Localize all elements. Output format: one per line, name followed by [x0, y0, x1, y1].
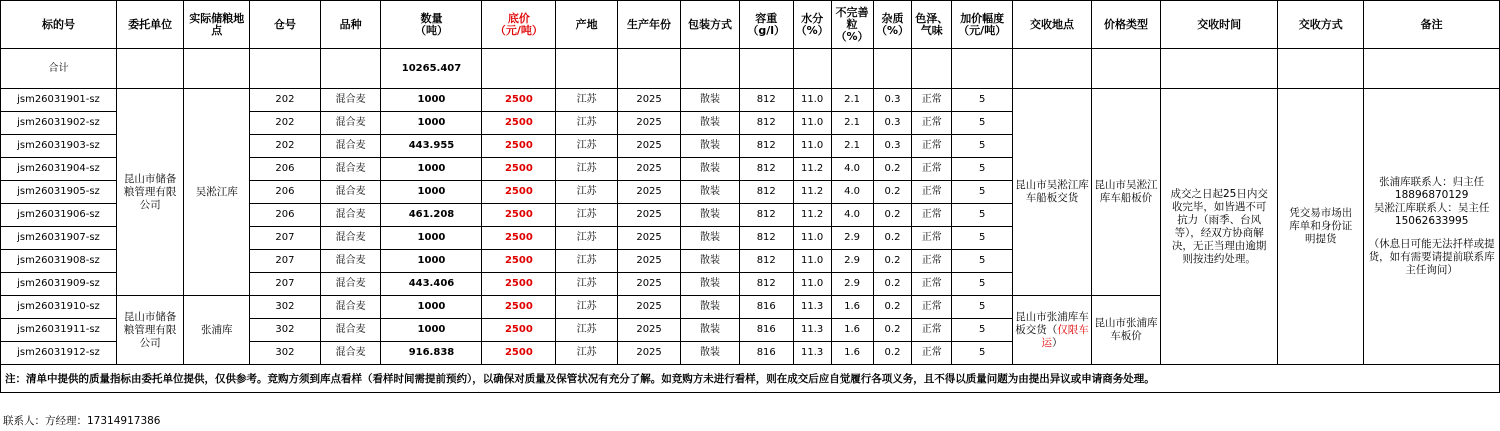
density: 816: [739, 342, 793, 365]
col-moisture: 水分 （%）: [793, 1, 831, 49]
moisture: 11.0: [793, 135, 831, 158]
price-type-cell: 昆山市张浦库车板价: [1091, 296, 1161, 365]
color-odor: 正常: [912, 158, 952, 181]
col-price-type: 价格类型: [1091, 1, 1161, 49]
color-odor: 正常: [912, 181, 952, 204]
density: 816: [739, 296, 793, 319]
base-price: 2500: [482, 181, 556, 204]
variety: 混合麦: [320, 273, 381, 296]
imperfect: 4.0: [831, 158, 873, 181]
year: 2025: [618, 158, 681, 181]
packing: 散装: [681, 204, 740, 227]
impurity: 0.2: [873, 204, 912, 227]
quantity: 443.406: [381, 273, 482, 296]
increment: 5: [952, 227, 1013, 250]
impurity: 0.2: [873, 319, 912, 342]
year: 2025: [618, 227, 681, 250]
moisture: 11.0: [793, 250, 831, 273]
packing: 散装: [681, 250, 740, 273]
imperfect: 2.1: [831, 135, 873, 158]
packing: 散装: [681, 181, 740, 204]
color-odor: 正常: [912, 112, 952, 135]
base-price: 2500: [482, 250, 556, 273]
variety: 混合麦: [320, 135, 381, 158]
year: 2025: [618, 342, 681, 365]
remarks-line: 吴淞江库联系人：吴主任15062633995: [1373, 202, 1490, 227]
imperfect: 4.0: [831, 181, 873, 204]
year: 2025: [618, 319, 681, 342]
variety: 混合麦: [320, 296, 381, 319]
variety: 混合麦: [320, 250, 381, 273]
density: 816: [739, 319, 793, 342]
imperfect: 2.9: [831, 273, 873, 296]
consignor-cell: 昆山市储备粮管理有限公司: [116, 296, 184, 365]
warehouse-no: 206: [250, 181, 321, 204]
moisture: 11.0: [793, 273, 831, 296]
imperfect: 2.1: [831, 89, 873, 112]
packing: 散装: [681, 296, 740, 319]
col-packing: 包装方式: [681, 1, 740, 49]
quantity: 461.208: [381, 204, 482, 227]
increment: 5: [952, 319, 1013, 342]
density: 812: [739, 273, 793, 296]
quantity: 1000: [381, 227, 482, 250]
col-color-odor: 色泽、气味: [912, 1, 952, 49]
lot-number: jsm26031910-sz: [1, 296, 117, 319]
col-storage: 实际储粮地点: [184, 1, 250, 49]
color-odor: 正常: [912, 250, 952, 273]
lot-number: jsm26031905-sz: [1, 181, 117, 204]
origin: 江苏: [556, 158, 618, 181]
variety: 混合麦: [320, 204, 381, 227]
variety: 混合麦: [320, 181, 381, 204]
col-year: 生产年份: [618, 1, 681, 49]
col-warehouse: 仓号: [250, 1, 321, 49]
lot-number: jsm26031909-sz: [1, 273, 117, 296]
impurity: 0.2: [873, 181, 912, 204]
total-quantity: 10265.407: [381, 49, 482, 89]
base-price: 2500: [482, 112, 556, 135]
delivery-place-end: ）: [1052, 336, 1063, 349]
col-delivery-place: 交收地点: [1013, 1, 1092, 49]
col-quantity: 数量 （吨）: [381, 1, 482, 49]
storage-cell: 吴淞江库: [184, 89, 250, 296]
color-odor: 正常: [912, 89, 952, 112]
lot-number: jsm26031904-sz: [1, 158, 117, 181]
quantity: 1000: [381, 319, 482, 342]
lot-number: jsm26031902-sz: [1, 112, 117, 135]
lot-number: jsm26031907-sz: [1, 227, 117, 250]
base-price: 2500: [482, 135, 556, 158]
moisture: 11.2: [793, 181, 831, 204]
quantity: 916.838: [381, 342, 482, 365]
moisture: 11.3: [793, 319, 831, 342]
lot-number: jsm26031912-sz: [1, 342, 117, 365]
year: 2025: [618, 181, 681, 204]
density: 812: [739, 181, 793, 204]
increment: 5: [952, 158, 1013, 181]
moisture: 11.2: [793, 204, 831, 227]
warehouse-no: 206: [250, 204, 321, 227]
base-price: 2500: [482, 227, 556, 250]
impurity: 0.2: [873, 227, 912, 250]
density: 812: [739, 112, 793, 135]
delivery-place-cell: [1013, 296, 1092, 365]
imperfect: 2.9: [831, 227, 873, 250]
warehouse-no: 202: [250, 89, 321, 112]
origin: 江苏: [556, 181, 618, 204]
packing: 散装: [681, 89, 740, 112]
packing: 散装: [681, 158, 740, 181]
packing: 散装: [681, 135, 740, 158]
quantity: 1000: [381, 89, 482, 112]
base-price: 2500: [482, 158, 556, 181]
increment: 5: [952, 250, 1013, 273]
table-row: [1, 89, 1500, 112]
color-odor: 正常: [912, 319, 952, 342]
imperfect: 1.6: [831, 296, 873, 319]
year: 2025: [618, 296, 681, 319]
origin: 江苏: [556, 342, 618, 365]
rail-only-note: 仅限车运: [1041, 323, 1089, 349]
packing: 散装: [681, 273, 740, 296]
note-row: [1, 365, 1500, 393]
contact-info: 联系人：方经理：17314917386: [3, 415, 161, 427]
delivery-method-cell: 凭交易市场出库单和身份证明提货: [1278, 89, 1364, 365]
variety: 混合麦: [320, 319, 381, 342]
origin: 江苏: [556, 89, 618, 112]
variety: 混合麦: [320, 112, 381, 135]
variety: 混合麦: [320, 227, 381, 250]
impurity: 0.2: [873, 250, 912, 273]
packing: 散装: [681, 342, 740, 365]
impurity: 0.3: [873, 89, 912, 112]
packing: 散装: [681, 227, 740, 250]
density: 812: [739, 227, 793, 250]
imperfect: 1.6: [831, 342, 873, 365]
increment: 5: [952, 89, 1013, 112]
col-delivery-method: 交收方式: [1278, 1, 1364, 49]
lot-number: jsm26031906-sz: [1, 204, 117, 227]
col-remarks: 备注: [1364, 1, 1500, 49]
year: 2025: [618, 135, 681, 158]
moisture: 11.0: [793, 227, 831, 250]
density: 812: [739, 158, 793, 181]
header-row: [1, 1, 1500, 49]
moisture: 11.0: [793, 89, 831, 112]
moisture: 11.2: [793, 158, 831, 181]
col-density: 容重 （g/l）: [739, 1, 793, 49]
lot-number: jsm26031911-sz: [1, 319, 117, 342]
year: 2025: [618, 204, 681, 227]
warehouse-no: 207: [250, 227, 321, 250]
moisture: 11.0: [793, 112, 831, 135]
origin: 江苏: [556, 227, 618, 250]
remarks-line: 张浦库联系人：归主任18896870129: [1379, 176, 1485, 201]
warehouse-no: 202: [250, 112, 321, 135]
year: 2025: [618, 250, 681, 273]
origin: 江苏: [556, 135, 618, 158]
imperfect: 2.1: [831, 112, 873, 135]
color-odor: 正常: [912, 227, 952, 250]
density: 812: [739, 89, 793, 112]
consignor-cell: 昆山市储备粮管理有限公司: [116, 89, 184, 296]
origin: 江苏: [556, 250, 618, 273]
base-price: 2500: [482, 319, 556, 342]
warehouse-no: 302: [250, 319, 321, 342]
col-base-price: 底价 （元/吨）: [482, 1, 556, 49]
col-origin: 产地: [556, 1, 618, 49]
delivery-place-cell: 昆山市吴淞江库车船板交货: [1013, 89, 1092, 296]
year: 2025: [618, 112, 681, 135]
price-type-cell: 昆山市吴淞江库车船板价: [1091, 89, 1161, 296]
color-odor: 正常: [912, 273, 952, 296]
col-delivery-time: 交收时间: [1161, 1, 1278, 49]
origin: 江苏: [556, 112, 618, 135]
warehouse-no: 207: [250, 273, 321, 296]
origin: 江苏: [556, 319, 618, 342]
impurity: 0.2: [873, 296, 912, 319]
increment: 5: [952, 296, 1013, 319]
warehouse-no: 302: [250, 296, 321, 319]
origin: 江苏: [556, 273, 618, 296]
packing: 散装: [681, 319, 740, 342]
remarks-cell: [1364, 89, 1500, 365]
lot-number: jsm26031903-sz: [1, 135, 117, 158]
col-imperfect: 不完善粒 （%）: [831, 1, 873, 49]
remarks-note: （休息日可能无法扦样或提货，如有需要请提前联系库主任询问）: [1368, 238, 1495, 276]
warehouse-no: 207: [250, 250, 321, 273]
impurity: 0.3: [873, 135, 912, 158]
color-odor: 正常: [912, 135, 952, 158]
lot-number: jsm26031901-sz: [1, 89, 117, 112]
impurity: 0.3: [873, 112, 912, 135]
quantity: 1000: [381, 112, 482, 135]
total-row: [1, 49, 1500, 89]
note-text: 注：清单中提供的质量指标由委托单位提供，仅供参考。竞购方须到库点看样（看样时间需提前预约），以确保对质量及保管状况有充分了解。如竞购方未进行看样，则在成交后应自觉履行各项义务，且不得以质量问题为由提出异议或申请商务处理。: [1, 365, 1500, 393]
base-price: 2500: [482, 204, 556, 227]
storage-cell: 张浦库: [184, 296, 250, 365]
impurity: 0.2: [873, 158, 912, 181]
increment: 5: [952, 273, 1013, 296]
base-price: 2500: [482, 342, 556, 365]
total-label: 合计: [1, 49, 117, 89]
imperfect: 4.0: [831, 204, 873, 227]
warehouse-no: 206: [250, 158, 321, 181]
variety: 混合麦: [320, 89, 381, 112]
origin: 江苏: [556, 296, 618, 319]
quantity: 1000: [381, 250, 482, 273]
year: 2025: [618, 89, 681, 112]
lot-number: jsm26031908-sz: [1, 250, 117, 273]
col-impurity: 杂质 （%）: [873, 1, 912, 49]
year: 2025: [618, 273, 681, 296]
delivery-time-cell: 成交之日起25日内交收完毕，如皆遇不可抗力（雨季、台风等），经双方协商解决，无正当理由逾期则按违约处理。: [1161, 89, 1278, 365]
col-lot: 标的号: [1, 1, 117, 49]
col-consignor: 委托单位: [116, 1, 184, 49]
color-odor: 正常: [912, 204, 952, 227]
base-price: 2500: [482, 89, 556, 112]
variety: 混合麦: [320, 158, 381, 181]
base-price: 2500: [482, 273, 556, 296]
quantity: 443.955: [381, 135, 482, 158]
increment: 5: [952, 204, 1013, 227]
quantity: 1000: [381, 181, 482, 204]
col-variety: 品种: [320, 1, 381, 49]
increment: 5: [952, 112, 1013, 135]
density: 812: [739, 135, 793, 158]
quantity: 1000: [381, 158, 482, 181]
warehouse-no: 302: [250, 342, 321, 365]
imperfect: 2.9: [831, 250, 873, 273]
warehouse-no: 202: [250, 135, 321, 158]
increment: 5: [952, 342, 1013, 365]
origin: 江苏: [556, 204, 618, 227]
moisture: 11.3: [793, 296, 831, 319]
density: 812: [739, 204, 793, 227]
increment: 5: [952, 181, 1013, 204]
col-increment: 加价幅度 （元/吨）: [952, 1, 1013, 49]
imperfect: 1.6: [831, 319, 873, 342]
color-odor: 正常: [912, 342, 952, 365]
delivery-place-text: 昆山市张浦库车板交货（: [1015, 310, 1089, 336]
moisture: 11.3: [793, 342, 831, 365]
variety: 混合麦: [320, 342, 381, 365]
impurity: 0.2: [873, 342, 912, 365]
color-odor: 正常: [912, 296, 952, 319]
impurity: 0.2: [873, 273, 912, 296]
increment: 5: [952, 135, 1013, 158]
density: 812: [739, 250, 793, 273]
quantity: 1000: [381, 296, 482, 319]
base-price: 2500: [482, 296, 556, 319]
packing: 散装: [681, 112, 740, 135]
